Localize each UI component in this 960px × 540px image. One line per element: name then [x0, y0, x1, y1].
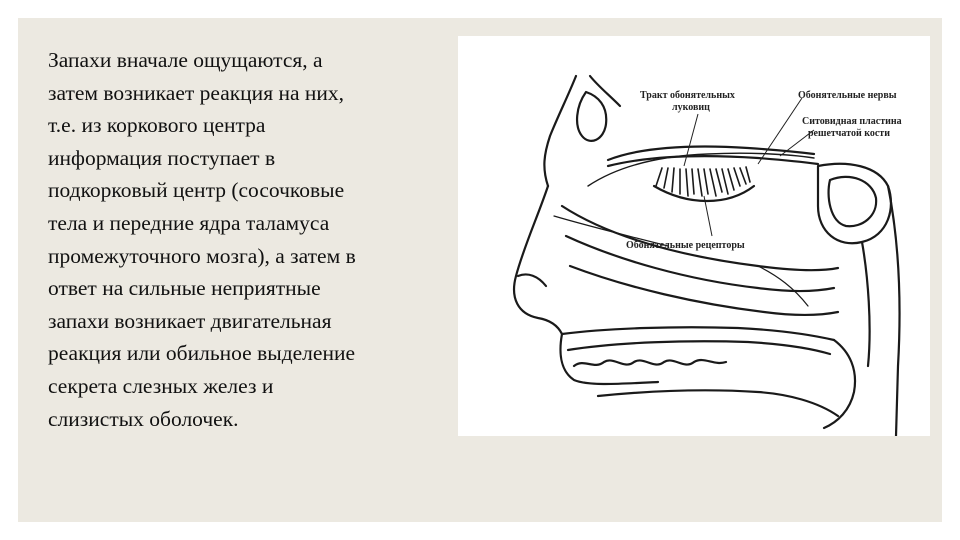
text-line: т.е. из коркового центра: [48, 113, 266, 138]
frontal-bone: [544, 76, 576, 186]
nasal-anatomy-figure: [458, 36, 930, 436]
text-line: реакция или обильное выделение: [48, 341, 356, 366]
nasal-anatomy-drawing: [458, 36, 930, 436]
text-line: информация поступает в: [48, 145, 276, 170]
text-line: запахи возникает двигательная: [48, 308, 332, 333]
slide: [18, 18, 942, 522]
text-line: затем возникает реакция на них,: [48, 80, 345, 105]
label-olfactory-receptors: Обонятельные рецепторы: [626, 240, 745, 251]
label-cribriform-plate: Ситовидная пластина: [802, 116, 902, 127]
text-line: промежуточного мозга), а затем в: [48, 243, 356, 268]
olfactory-tract: [588, 153, 814, 186]
label-olfactory-nerves: Обонятельные нервы: [798, 90, 897, 101]
body-text: [48, 44, 478, 435]
label-tract: Тракт обонятельных: [640, 90, 735, 101]
text-line: ответ на сильные неприятные: [48, 276, 321, 301]
text-line: тела и передние ядра таламуса: [48, 210, 330, 235]
text-line: подкорковый центр (сосочковые: [48, 178, 345, 203]
text-line: секрета слезных желез и: [48, 373, 274, 398]
frontal-sinus: [577, 92, 606, 141]
label-cribriform-plate-2: решетчатой кости: [808, 128, 890, 139]
text-line: слизистых оболочек.: [48, 406, 239, 431]
text-line: Запахи вначале ощущаются, а: [48, 48, 323, 72]
label-tract-2: луковиц: [672, 102, 710, 113]
external-nose: [514, 186, 562, 334]
olfactory-receptors: [656, 167, 750, 196]
hard-palate: [562, 327, 834, 340]
turbinate: [562, 206, 838, 270]
upper-teeth: [574, 360, 726, 366]
